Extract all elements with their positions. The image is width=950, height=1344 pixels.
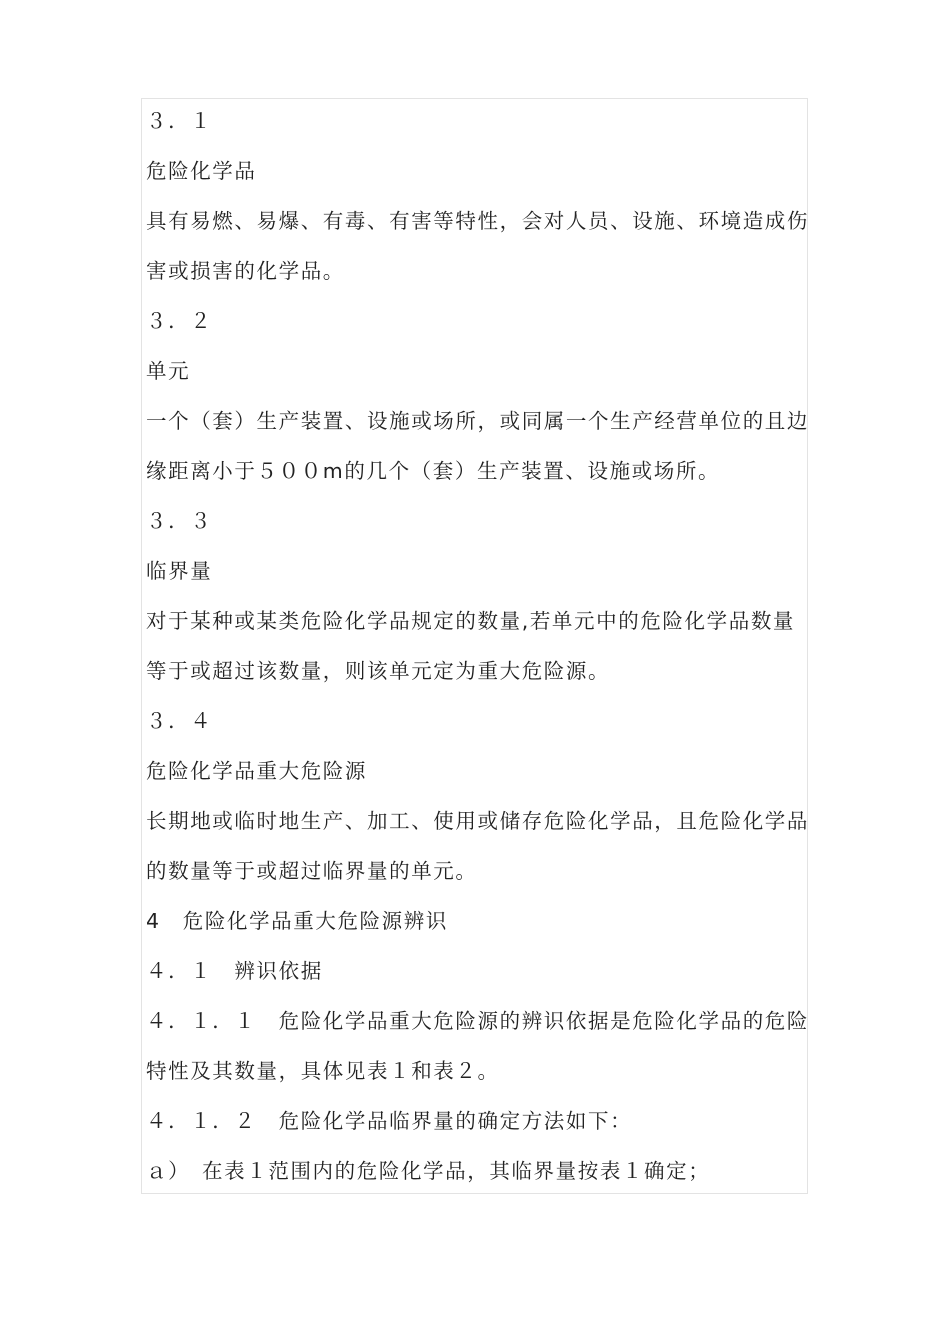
definition-line: 等于或超过该数量，则该单元定为重大危险源。	[146, 659, 611, 683]
definition-line: 害或损害的化学品。	[146, 259, 345, 283]
list-item-a: ａ） 在表１范围内的危险化学品，其临界量按表１确定；	[146, 1159, 711, 1183]
term-unit: 单元	[146, 359, 191, 383]
term-hazardous-chemicals: 危险化学品	[146, 159, 257, 183]
definition-line: 具有易燃、易爆、有毒、有害等特性，会对人员、设施、环境造成伤	[146, 209, 809, 233]
section-3-1-number: ３．１	[146, 109, 213, 133]
term-major-hazard-source: 危险化学品重大危险源	[146, 759, 367, 783]
section-4-1-heading: ４．１ 辨识依据	[146, 959, 323, 983]
section-3-3-number: ３．３	[146, 509, 213, 533]
section-4-heading: 4 危险化学品重大危险源辨识	[146, 909, 448, 933]
definition-line: 一个（套）生产装置、设施或场所，或同属一个生产经营单位的且边	[146, 409, 809, 433]
definition-line: 缘距离小于５００m的几个（套）生产装置、设施或场所。	[146, 459, 721, 483]
definition-line: 长期地或临时地生产、加工、使用或储存危险化学品，且危险化学品	[146, 809, 809, 833]
definition-line: 对于某种或某类危险化学品规定的数量,若单元中的危险化学品数量	[146, 609, 796, 633]
term-threshold-quantity: 临界量	[146, 559, 213, 583]
clause-4-1-1-continued: 特性及其数量，具体见表１和表２。	[146, 1059, 500, 1083]
clause-4-1-2: ４．１．２ 危险化学品临界量的确定方法如下：	[146, 1109, 633, 1133]
section-3-2-number: ３．２	[146, 309, 213, 333]
clause-4-1-1: ４．１．１ 危险化学品重大危险源的辨识依据是危险化学品的危险	[146, 1009, 809, 1033]
definition-line: 的数量等于或超过临界量的单元。	[146, 859, 478, 883]
section-3-4-number: ３．４	[146, 709, 213, 733]
